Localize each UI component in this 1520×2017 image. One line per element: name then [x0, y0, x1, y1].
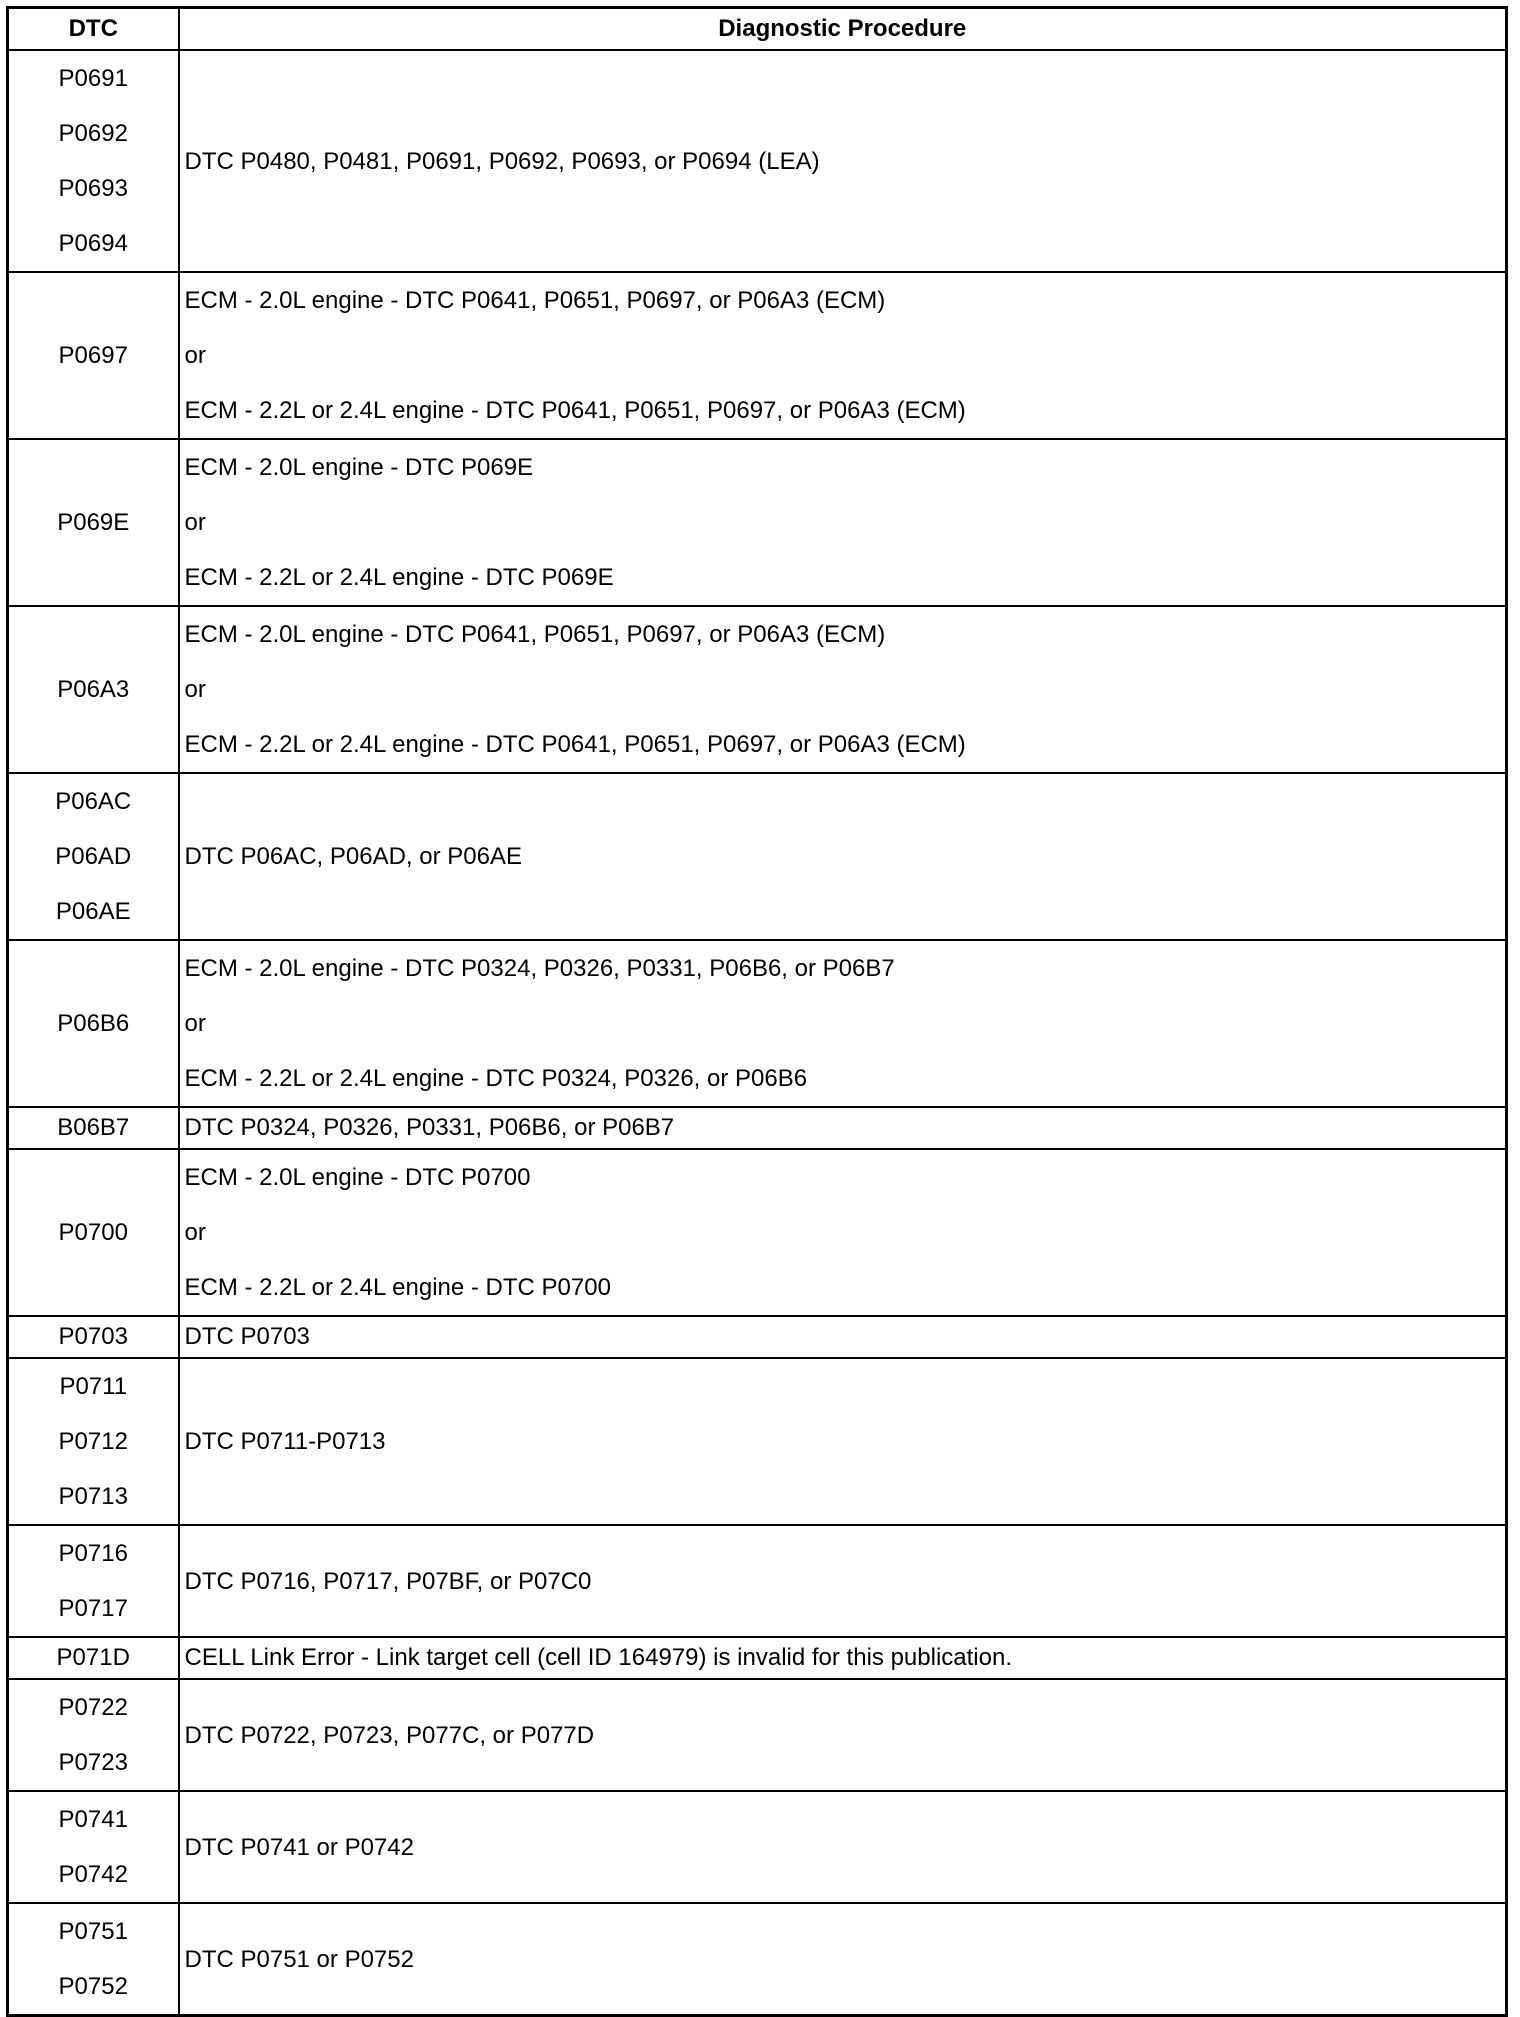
table-row	[8, 1679, 1507, 1791]
dtc-code-cell	[8, 1525, 179, 1637]
diagnostic-procedure-text: or	[184, 1219, 206, 1246]
dtc-code: P0711	[59, 1373, 128, 1400]
diagnostic-procedure-text: ECM - 2.2L or 2.4L engine - DTC P0700	[184, 1274, 611, 1301]
diagnostic-procedure-cell	[179, 606, 1507, 773]
diagnostic-procedure-text: DTC P0324, P0326, P0331, P06B6, or P06B7	[184, 1114, 675, 1141]
table-row	[8, 1903, 1507, 2016]
diagnostic-procedure-text: ECM - 2.0L engine - DTC P0324, P0326, P0331, P06B6, or P06B7	[184, 955, 895, 982]
diagnostic-procedure-cell	[179, 1903, 1507, 2016]
dtc-code: P06AD	[55, 843, 132, 870]
dtc-code-cell	[8, 940, 179, 1107]
diagnostic-procedure-text: ECM - 2.2L or 2.4L engine - DTC P0641, P0651, P0697, or P06A3 (ECM)	[184, 397, 966, 424]
dtc-code: P0713	[58, 1483, 128, 1510]
table-row	[8, 1791, 1507, 1903]
dtc-code: P06AE	[55, 898, 131, 925]
dtc-code: P0742	[58, 1861, 128, 1888]
diagnostic-procedure-text: DTC P0751 or P0752	[184, 1945, 414, 1973]
dtc-code-cell	[8, 1149, 179, 1316]
diagnostic-procedure-cell	[179, 1358, 1507, 1525]
table-header	[8, 8, 1507, 51]
diagnostic-procedure-cell	[179, 1316, 1507, 1358]
diagnostic-procedure-text: or	[184, 676, 206, 703]
table-row	[8, 1316, 1507, 1358]
dtc-code: P0693	[58, 175, 128, 202]
dtc-code-cell	[8, 1358, 179, 1525]
dtc-code-cell	[8, 439, 179, 606]
dtc-code: P0697	[58, 342, 128, 369]
table-row	[8, 439, 1507, 606]
header-row	[8, 8, 1507, 51]
diagnostic-procedure-text: or	[184, 342, 206, 369]
table-row	[8, 1358, 1507, 1525]
table-row	[8, 272, 1507, 439]
diagnostic-procedure-cell	[179, 1791, 1507, 1903]
dtc-code: P0752	[58, 1973, 128, 2000]
dtc-code: P0694	[58, 230, 128, 257]
table-row	[8, 606, 1507, 773]
dtc-code: B06B7	[57, 1114, 130, 1141]
diagnostic-procedure-text: DTC P0722, P0723, P077C, or P077D	[184, 1721, 595, 1749]
diagnostic-procedure-text: DTC P0741 or P0742	[184, 1833, 414, 1861]
dtc-code: P0692	[58, 120, 128, 147]
dtc-code-cell	[8, 1903, 179, 2016]
dtc-code: P0716	[58, 1540, 128, 1567]
table-row	[8, 50, 1507, 272]
dtc-code: P0741	[58, 1806, 128, 1833]
dtc-code: P0751	[58, 1918, 128, 1945]
dtc-code-cell	[8, 773, 179, 940]
diagnostic-procedure-cell	[179, 773, 1507, 940]
header-diagnostic-procedure: Diagnostic Procedure	[179, 8, 1507, 51]
diagnostic-procedure-text: CELL Link Error - Link target cell (cell ID 164979) is invalid for this publication.	[184, 1644, 1012, 1671]
table-row	[8, 1149, 1507, 1316]
dtc-code: P0691	[58, 65, 128, 92]
diagnostic-procedure-text: DTC P0711-P0713	[184, 1428, 386, 1455]
dtc-code: P0703	[58, 1323, 128, 1350]
diagnostic-procedure-text: ECM - 2.0L engine - DTC P0641, P0651, P0697, or P06A3 (ECM)	[184, 287, 886, 314]
dtc-code: P0700	[58, 1219, 128, 1246]
dtc-code: P071D	[56, 1644, 130, 1671]
dtc-code: P06B6	[57, 1010, 130, 1037]
diagnostic-procedure-text: ECM - 2.2L or 2.4L engine - DTC P0641, P0651, P0697, or P06A3 (ECM)	[184, 731, 966, 758]
diagnostic-procedure-cell	[179, 272, 1507, 439]
diagnostic-procedure-text: DTC P0480, P0481, P0691, P0692, P0693, or P0694 (LEA)	[184, 147, 820, 175]
table-row	[8, 1637, 1507, 1679]
diagnostic-procedure-text: ECM - 2.2L or 2.4L engine - DTC P0324, P0326, or P06B6	[184, 1065, 808, 1092]
dtc-code: P0722	[58, 1694, 128, 1721]
diagnostic-procedure-cell	[179, 1149, 1507, 1316]
dtc-code-cell	[8, 1107, 179, 1149]
table-row	[8, 1525, 1507, 1637]
dtc-code: P0723	[58, 1749, 128, 1776]
diagnostic-procedure-cell	[179, 50, 1507, 272]
diagnostic-procedure-cell	[179, 940, 1507, 1107]
diagnostic-procedure-text: ECM - 2.0L engine - DTC P0641, P0651, P0697, or P06A3 (ECM)	[184, 621, 886, 648]
table-row	[8, 940, 1507, 1107]
dtc-code-cell	[8, 1679, 179, 1791]
dtc-code-cell	[8, 1316, 179, 1358]
diagnostic-procedure-cell	[179, 1107, 1507, 1149]
diagnostic-procedure-cell	[179, 1525, 1507, 1637]
diagnostic-procedure-text: or	[184, 1010, 206, 1037]
dtc-code-cell	[8, 50, 179, 272]
table-row	[8, 773, 1507, 940]
diagnostic-procedure-cell	[179, 1679, 1507, 1791]
diagnostic-procedure-text: or	[184, 509, 206, 536]
diagnostic-procedure-cell	[179, 439, 1507, 606]
dtc-code: P0712	[58, 1428, 128, 1455]
dtc-code: P069E	[57, 509, 130, 536]
dtc-code: P0717	[58, 1595, 128, 1622]
diagnostic-procedure-text: ECM - 2.0L engine - DTC P0700	[184, 1164, 531, 1191]
dtc-code-cell	[8, 1791, 179, 1903]
diagnostic-procedure-text: DTC P06AC, P06AD, or P06AE	[184, 843, 522, 870]
table-body	[8, 50, 1507, 2016]
diagnostic-procedure-text: DTC P0703	[184, 1323, 310, 1350]
diagnostic-procedure-text: ECM - 2.2L or 2.4L engine - DTC P069E	[184, 564, 614, 591]
dtc-code-cell	[8, 272, 179, 439]
diagnostic-procedure-text: DTC P0716, P0717, P07BF, or P07C0	[184, 1567, 592, 1595]
table-row	[8, 1107, 1507, 1149]
dtc-code-cell	[8, 1637, 179, 1679]
dtc-code: P06A3	[57, 676, 130, 703]
diagnostic-procedure-text: ECM - 2.0L engine - DTC P069E	[184, 454, 534, 481]
dtc-table	[6, 6, 1508, 2017]
dtc-code-cell	[8, 606, 179, 773]
header-dtc: DTC	[8, 8, 179, 51]
diagnostic-procedure-cell	[179, 1637, 1507, 1679]
dtc-code: P06AC	[55, 788, 132, 815]
